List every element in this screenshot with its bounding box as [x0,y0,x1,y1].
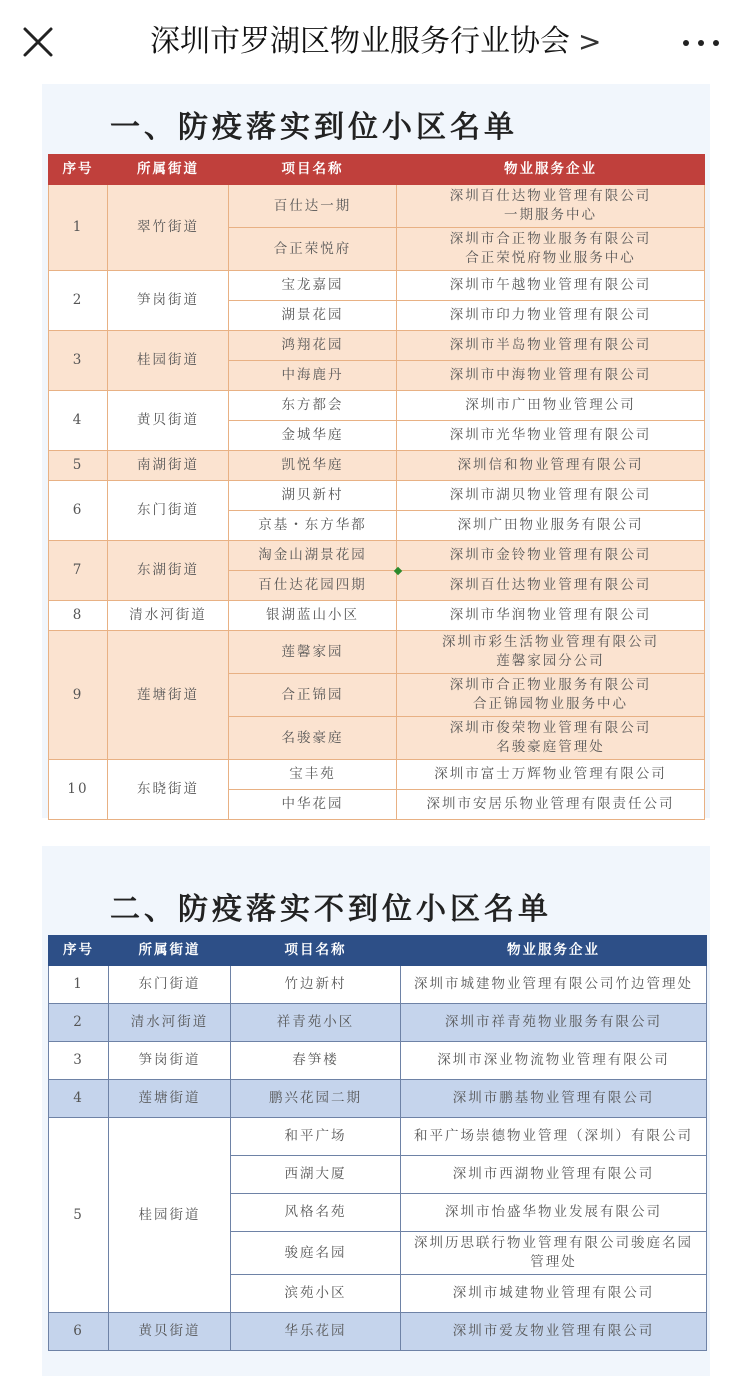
row-number: 2 [49,271,108,331]
row-number: 9 [49,631,108,760]
project-cell: 祥青苑小区 [231,1004,401,1042]
project-cell: 和平广场 [231,1118,401,1156]
table-header-row [49,936,707,966]
table-row [49,631,705,674]
project-cell: 莲馨家园 [229,631,397,674]
project-cell: 中华花园 [229,790,397,820]
table-header-row [49,155,705,185]
row-number: 3 [49,331,108,391]
project-cell: 鹏兴花园二期 [231,1080,401,1118]
account-name: 深圳市罗湖区物业服务行业协会 [150,24,570,59]
project-cell: 百仕达一期 [229,185,397,228]
table-row [49,1042,707,1080]
company-cell: 深圳市城建物业管理有限公司竹边管理处 [401,966,707,1004]
street-cell: 东湖街道 [108,541,229,601]
table-row [49,760,705,790]
row-number: 5 [49,1118,109,1313]
table-row [49,601,705,631]
company-cell: 深圳市华润物业管理有限公司 [397,601,705,631]
street-cell: 清水河街道 [109,1004,231,1042]
company-cell: 深圳市合正物业服务有限公司 合正荣悦府物业服务中心 [397,228,705,271]
project-cell: 西湖大厦 [231,1156,401,1194]
street-cell: 桂园街道 [109,1118,231,1313]
project-cell: 湖贝新村 [229,481,397,511]
section1-heading: 一、防疫落实到位小区名单 [110,110,518,145]
row-number: 5 [49,451,108,481]
row-number: 4 [49,1080,109,1118]
company-cell: 深圳市深业物流物业管理有限公司 [401,1042,707,1080]
company-cell: 和平广场崇德物业管理（深圳）有限公司 [401,1118,707,1156]
table-row [49,541,705,571]
project-cell: 淘金山湖景花园 [229,541,397,571]
project-cell: 骏庭名园 [231,1232,401,1275]
street-cell: 翠竹街道 [108,185,229,271]
table-row [49,1080,707,1118]
column-header: 物业服务企业 [401,936,707,966]
company-cell: 深圳市湖贝物业管理有限公司 [397,481,705,511]
company-cell: 深圳百仕达物业管理有限公司 一期服务中心 [397,185,705,228]
project-cell: 名骏豪庭 [229,717,397,760]
column-header: 项目名称 [231,936,401,966]
table-row [49,1118,707,1156]
street-cell: 东门街道 [109,966,231,1004]
table-row [49,391,705,421]
street-cell: 笋岗街道 [108,271,229,331]
row-number: 2 [49,1004,109,1042]
street-cell: 莲塘街道 [108,631,229,760]
street-cell: 黄贝街道 [109,1313,231,1351]
company-cell: 深圳市鹏基物业管理有限公司 [401,1080,707,1118]
street-cell: 东晓街道 [108,760,229,820]
company-cell: 深圳市祥青苑物业服务有限公司 [401,1004,707,1042]
company-cell: 深圳市金铃物业管理有限公司 [397,541,705,571]
project-cell: 湖景花园 [229,301,397,331]
street-cell: 清水河街道 [108,601,229,631]
project-cell: 金城华庭 [229,421,397,451]
company-cell: 深圳市怡盛华物业发展有限公司 [401,1194,707,1232]
table-row [49,331,705,361]
row-number: 1 [49,185,108,271]
column-header: 项目名称 [229,155,397,185]
column-header: 所属街道 [109,936,231,966]
street-cell: 黄贝街道 [108,391,229,451]
table-row [49,185,705,228]
company-cell: 深圳市印力物业管理有限公司 [397,301,705,331]
company-cell: 深圳历思联行物业管理有限公司骏庭名园 管理处 [401,1232,707,1275]
row-number: 6 [49,481,108,541]
project-cell: 鸿翔花园 [229,331,397,361]
close-icon[interactable] [18,22,58,62]
project-cell: 合正锦园 [229,674,397,717]
account-title[interactable] [150,22,620,62]
table-row [49,481,705,511]
project-cell: 宝龙嘉园 [229,271,397,301]
row-number: 1 [49,966,109,1004]
more-icon[interactable] [678,24,724,60]
company-cell: 深圳市富士万辉物业管理有限公司 [397,760,705,790]
company-cell: 深圳信和物业管理有限公司 [397,451,705,481]
company-cell: 深圳市安居乐物业管理有限责任公司 [397,790,705,820]
table-row [49,1004,707,1042]
company-cell: 深圳市广田物业管理公司 [397,391,705,421]
table-row [49,271,705,301]
row-number: 3 [49,1042,109,1080]
column-header: 序号 [49,936,109,966]
project-cell: 春笋楼 [231,1042,401,1080]
article-image [42,84,710,1376]
top-bar [0,0,750,84]
column-header: 物业服务企业 [397,155,705,185]
noncompliant-communities-table [48,935,707,1351]
row-number: 10 [49,760,108,820]
street-cell: 桂园街道 [108,331,229,391]
table-row [49,451,705,481]
company-cell: 深圳市午越物业管理有限公司 [397,271,705,301]
table-row [49,966,707,1004]
project-cell: 风格名苑 [231,1194,401,1232]
project-cell: 竹边新村 [231,966,401,1004]
row-number: 7 [49,541,108,601]
company-cell: 深圳广田物业服务有限公司 [397,511,705,541]
project-cell: 百仕达花园四期 [229,571,397,601]
company-cell: 深圳市爱友物业管理有限公司 [401,1313,707,1351]
company-cell: 深圳市城建物业管理有限公司 [401,1275,707,1313]
row-number: 6 [49,1313,109,1351]
project-cell: 东方都会 [229,391,397,421]
column-header: 序号 [49,155,108,185]
company-cell: 深圳市光华物业管理有限公司 [397,421,705,451]
street-cell: 南湖街道 [108,451,229,481]
company-cell: 深圳市半岛物业管理有限公司 [397,331,705,361]
company-cell: 深圳市中海物业管理有限公司 [397,361,705,391]
project-cell: 华乐花园 [231,1313,401,1351]
project-cell: 凯悦华庭 [229,451,397,481]
column-header: 所属街道 [108,155,229,185]
compliant-communities-table [48,154,705,820]
street-cell: 东门街道 [108,481,229,541]
chevron-right-icon: > [578,25,602,58]
company-cell: 深圳百仕达物业管理有限公司 [397,571,705,601]
table-row [49,1313,707,1351]
project-cell: 京基・东方华都 [229,511,397,541]
street-cell: 笋岗街道 [109,1042,231,1080]
company-cell: 深圳市俊荣物业管理有限公司 名骏豪庭管理处 [397,717,705,760]
project-cell: 滨苑小区 [231,1275,401,1313]
project-cell: 宝丰苑 [229,760,397,790]
project-cell: 银湖蓝山小区 [229,601,397,631]
project-cell: 中海鹿丹 [229,361,397,391]
section2-heading: 二、防疫落实不到位小区名单 [110,892,552,927]
street-cell: 莲塘街道 [109,1080,231,1118]
row-number: 4 [49,391,108,451]
company-cell: 深圳市合正物业服务有限公司 合正锦园物业服务中心 [397,674,705,717]
company-cell: 深圳市西湖物业管理有限公司 [401,1156,707,1194]
row-number: 8 [49,601,108,631]
company-cell: 深圳市彩生活物业管理有限公司 莲馨家园分公司 [397,631,705,674]
project-cell: 合正荣悦府 [229,228,397,271]
